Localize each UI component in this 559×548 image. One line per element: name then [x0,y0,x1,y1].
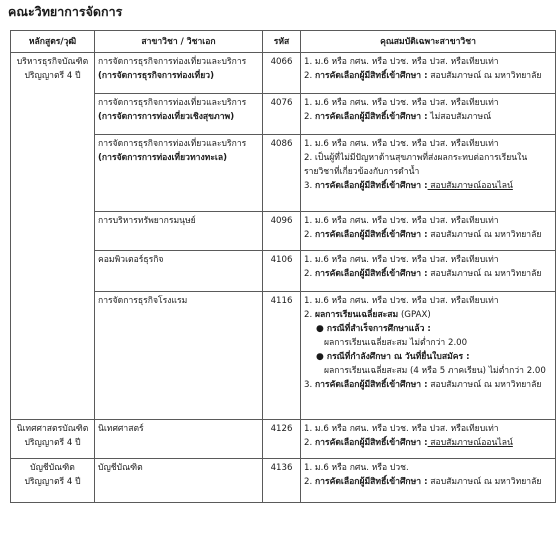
program-cell [11,459,95,503]
major-name: การจัดการธุรกิจการท่องเที่ยวและบริการ [98,98,247,108]
program-name: บัญชีบัณฑิต [30,463,75,473]
qualification-2: 2. การคัดเลือกผู้มีสิทธิ์เข้าศึกษา : สอบสัมภาษณ์ ณ มหาวิทยาลัย [304,230,542,240]
major-name: คอมพิวเตอร์ธุรกิจ [98,255,164,265]
qualification-2: 2. การคัดเลือกผู้มีสิทธิ์เข้าศึกษา : สอบสัมภาษณ์ ณ มหาวิทยาลัย [304,269,542,279]
qualification-1: 1. ม.6 หรือ กศน. หรือ ปวช. หรือ ปวส. หรือเทียบเท่า [304,424,499,434]
header-program: หลักสูตร/วุฒิ [11,31,95,53]
qualification-cell [301,94,556,135]
major-name: บัญชีบัณฑิต [98,463,143,473]
case-studying-label: ● กรณีที่กำลังศึกษา ณ วันที่ยื่นใบสมัคร : [316,352,470,362]
major-name: การจัดการธุรกิจการท่องเที่ยวและบริการ [98,139,247,149]
case-graduated-label: ● กรณีที่สำเร็จการศึกษาแล้ว : [316,324,431,334]
bullet-icon: ● [316,352,324,362]
qualification-cell [301,212,556,251]
qualification-2: 2. การคัดเลือกผู้มีสิทธิ์เข้าศึกษา : ไม่สอบสัมภาษณ์ [304,112,492,122]
qualification-3: 3. การคัดเลือกผู้มีสิทธิ์เข้าศึกษา : สอบสัมภาษณ์ออนไลน์ [304,181,513,191]
qualification-1: 1. ม.6 หรือ กศน. หรือ ปวช. หรือ ปวส. หรือเทียบเท่า [304,98,499,108]
major-name: นิเทศศาสตร์ [98,424,144,434]
qualifications-table [10,30,556,503]
major-cell [95,251,263,292]
major-cell [95,135,263,212]
program-cell [11,53,95,420]
major-cell [95,420,263,459]
qualification-cell [301,135,556,212]
qualification-cell [301,292,556,420]
qualification-cell [301,420,556,459]
qualification-1: 1. ม.6 หรือ กศน. หรือ ปวช. หรือ ปวส. หรือเทียบเท่า [304,139,499,149]
header-qualifications: คุณสมบัติเฉพาะสาขาวิชา [301,31,556,53]
qualification-2: 2. เป็นผู้ที่ไม่มีปัญหาด้านสุขภาพที่ส่งผลกระทบต่อการเรียนใน [304,153,528,163]
program-cell [11,420,95,459]
qualification-1: 1. ม.6 หรือ กศน. หรือ ปวช. หรือ ปวส. หรือเทียบเท่า [304,57,499,67]
major-cell [95,459,263,503]
qualification-1: 1. ม.6 หรือ กศน. หรือ ปวช. หรือ ปวส. หรือเทียบเท่า [304,296,499,306]
major-cell [95,292,263,420]
qualification-cell [301,459,556,503]
page-title: คณะวิทยาการจัดการ [8,4,123,19]
major-name: การจัดการธุรกิจโรงแรม [98,296,188,306]
code-cell: 4076 [263,94,301,135]
major-cell [95,94,263,135]
program-degree: ปริญญาตรี 4 ปี [24,71,81,81]
code-cell: 4096 [263,212,301,251]
table-row [11,420,556,459]
qualification-2: 2. การคัดเลือกผู้มีสิทธิ์เข้าศึกษา : สอบสัมภาษณ์ ณ มหาวิทยาลัย [304,71,542,81]
code-cell: 4116 [263,292,301,420]
table-header-row [11,31,556,53]
program-degree: ปริญญาตรี 4 ปี [24,438,81,448]
qualification-1: 1. ม.6 หรือ กศน. หรือ ปวช. หรือ ปวส. หรือเทียบเท่า [304,216,499,226]
code-cell: 4066 [263,53,301,94]
qualification-cell [301,53,556,94]
program-degree: ปริญญาตรี 4 ปี [24,477,81,487]
qualification-2-cont: รายวิชาที่เกี่ยวข้องกับการดำน้ำ [304,167,420,177]
qualification-2: 2. การคัดเลือกผู้มีสิทธิ์เข้าศึกษา : สอบสัมภาษณ์ ณ มหาวิทยาลัย [304,477,542,487]
qualification-3: 3. การคัดเลือกผู้มีสิทธิ์เข้าศึกษา : สอบสัมภาษณ์ ณ มหาวิทยาลัย [304,380,542,390]
table-row [11,53,556,94]
code-cell: 4106 [263,251,301,292]
qualification-cell [301,251,556,292]
major-name: การบริหารทรัพยากรมนุษย์ [98,216,196,226]
header-major: สาขาวิชา / วิชาเอก [95,31,263,53]
code-cell: 4136 [263,459,301,503]
qualification-2: 2. ผลการเรียนเฉลี่ยสะสม (GPAX) [304,310,431,320]
major-sub: (การจัดการการท่องเที่ยวทางทะเล) [98,153,228,163]
table-row [11,459,556,503]
major-name: การจัดการธุรกิจการท่องเที่ยวและบริการ [98,57,247,67]
major-cell [95,53,263,94]
bullet-icon: ● [316,324,324,334]
code-cell: 4126 [263,420,301,459]
header-code: รหัส [263,31,301,53]
qualification-1: 1. ม.6 หรือ กศน. หรือ ปวช. หรือ ปวส. หรือเทียบเท่า [304,255,499,265]
major-sub: (การจัดการธุรกิจการท่องเที่ยว) [98,71,214,81]
case-graduated-text: ผลการเรียนเฉลี่ยสะสม ไม่ต่ำกว่า 2.00 [324,338,468,348]
program-name: นิเทศศาสตรบัณฑิต [16,424,89,434]
qualification-1: 1. ม.6 หรือ กศน. หรือ ปวช. [304,463,409,473]
program-name: บริหารธุรกิจบัณฑิต [16,57,89,67]
code-cell: 4086 [263,135,301,212]
major-sub: (การจัดการการท่องเที่ยวเชิงสุขภาพ) [98,112,235,122]
case-studying-text: ผลการเรียนเฉลี่ยสะสม (4 หรือ 5 ภาคเรียน) ไม่ต่ำกว่า 2.00 [324,366,546,376]
major-cell [95,212,263,251]
qualification-2: 2. การคัดเลือกผู้มีสิทธิ์เข้าศึกษา : สอบสัมภาษณ์ออนไลน์ [304,438,513,448]
